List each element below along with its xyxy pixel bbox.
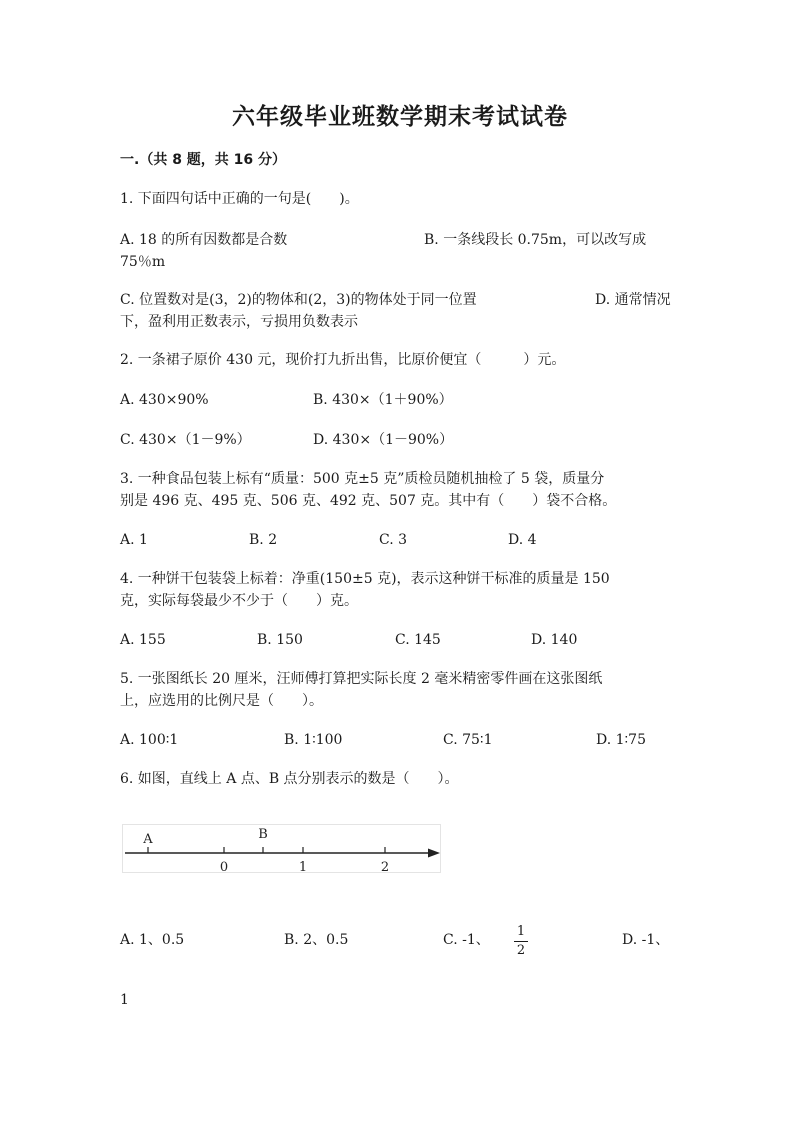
- question-2-stem: 2. 一条裙子原价 430 元，现价打九折出售，比原价便宜（ ）元。: [120, 352, 566, 368]
- tick-2-label: 2: [380, 860, 390, 875]
- question-6-option-c: C. -1、: [443, 932, 490, 948]
- tick-1-label: 1: [298, 860, 308, 875]
- question-4-option-b: B. 150: [257, 632, 303, 648]
- question-1-option-d-continued: 下，盈利用正数表示，亏损用负数表示: [120, 314, 358, 330]
- question-6-option-d: D. -1、: [622, 932, 670, 948]
- question-3-option-d: D. 4: [508, 532, 537, 548]
- question-4-stem-continued: 克，实际每袋最少不少于（ ）克。: [120, 593, 358, 609]
- question-2-option-a: A. 430×90%: [120, 392, 209, 408]
- question-3-stem: 3. 一种食品包装上标有“质量：500 克±5 克”质检员随机抽检了 5 袋，质量分: [120, 471, 605, 487]
- point-a-label: A: [143, 832, 153, 847]
- number-line-figure: [122, 824, 444, 876]
- question-1-stem: 1. 下面四句话中正确的一句是( )。: [120, 191, 359, 207]
- tick-0-label: 0: [219, 860, 229, 875]
- fraction-one-half: [514, 924, 528, 959]
- section-heading: 一.（共 8 题，共 16 分）: [120, 152, 287, 168]
- question-5-option-a: A. 100∶1: [120, 732, 179, 748]
- question-1-option-b: B. 一条线段长 0.75m，可以改写成: [424, 232, 647, 248]
- question-6-option-a: A. 1、0.5: [120, 932, 185, 948]
- question-5-option-d: D. 1∶75: [596, 732, 646, 748]
- question-1-option-b-continued: 75％m: [120, 254, 166, 270]
- question-6-stem: 6. 如图，直线上 A 点、B 点分别表示的数是（ ）。: [120, 771, 459, 787]
- arrow-right-icon: [428, 849, 440, 858]
- fraction-denominator: 2: [516, 943, 526, 958]
- question-3-option-a: A. 1: [120, 532, 148, 548]
- point-b-label: B: [258, 827, 268, 842]
- exam-title: 六年级毕业班数学期末考试试卷: [232, 104, 568, 130]
- fraction-bar: [514, 941, 528, 942]
- figure-frame: [123, 825, 441, 873]
- question-2-option-b: B. 430×（1＋90%）: [313, 392, 453, 408]
- question-6-option-b: B. 2、0.5: [284, 932, 349, 948]
- question-5-stem: 5. 一张图纸长 20 厘米，汪师傅打算把实际长度 2 毫米精密零件画在这张图纸: [120, 671, 603, 687]
- question-1-option-c: C. 位置数对是(3，2)的物体和(2，3)的物体处于同一位置: [120, 292, 477, 308]
- question-3-stem-continued: 别是 496 克、495 克、506 克、492 克、507 克。其中有（ ）袋不合格。: [120, 493, 617, 509]
- fraction-numerator: 1: [516, 924, 526, 939]
- question-4-option-d: D. 140: [531, 632, 578, 648]
- question-5-option-b: B. 1∶100: [284, 732, 343, 748]
- question-4-option-c: C. 145: [395, 632, 441, 648]
- question-2-option-c: C. 430×（1－9%）: [120, 432, 251, 448]
- question-6-option-d-continued: 1: [120, 992, 129, 1008]
- question-4-option-a: A. 155: [120, 632, 166, 648]
- question-2-option-d: D. 430×（1－90%）: [313, 432, 454, 448]
- question-1-option-a: A. 18 的所有因数都是合数: [120, 232, 288, 248]
- question-5-option-c: C. 75∶1: [443, 732, 493, 748]
- question-3-option-c: C. 3: [379, 532, 408, 548]
- question-5-stem-continued: 上，应选用的比例尺是（ ）。: [120, 693, 323, 709]
- question-1-option-d: D. 通常情况: [595, 292, 671, 308]
- question-4-stem: 4. 一种饼干包装袋上标着：净重(150±5 克)，表示这种饼干标准的质量是 150: [120, 571, 610, 587]
- question-3-option-b: B. 2: [249, 532, 278, 548]
